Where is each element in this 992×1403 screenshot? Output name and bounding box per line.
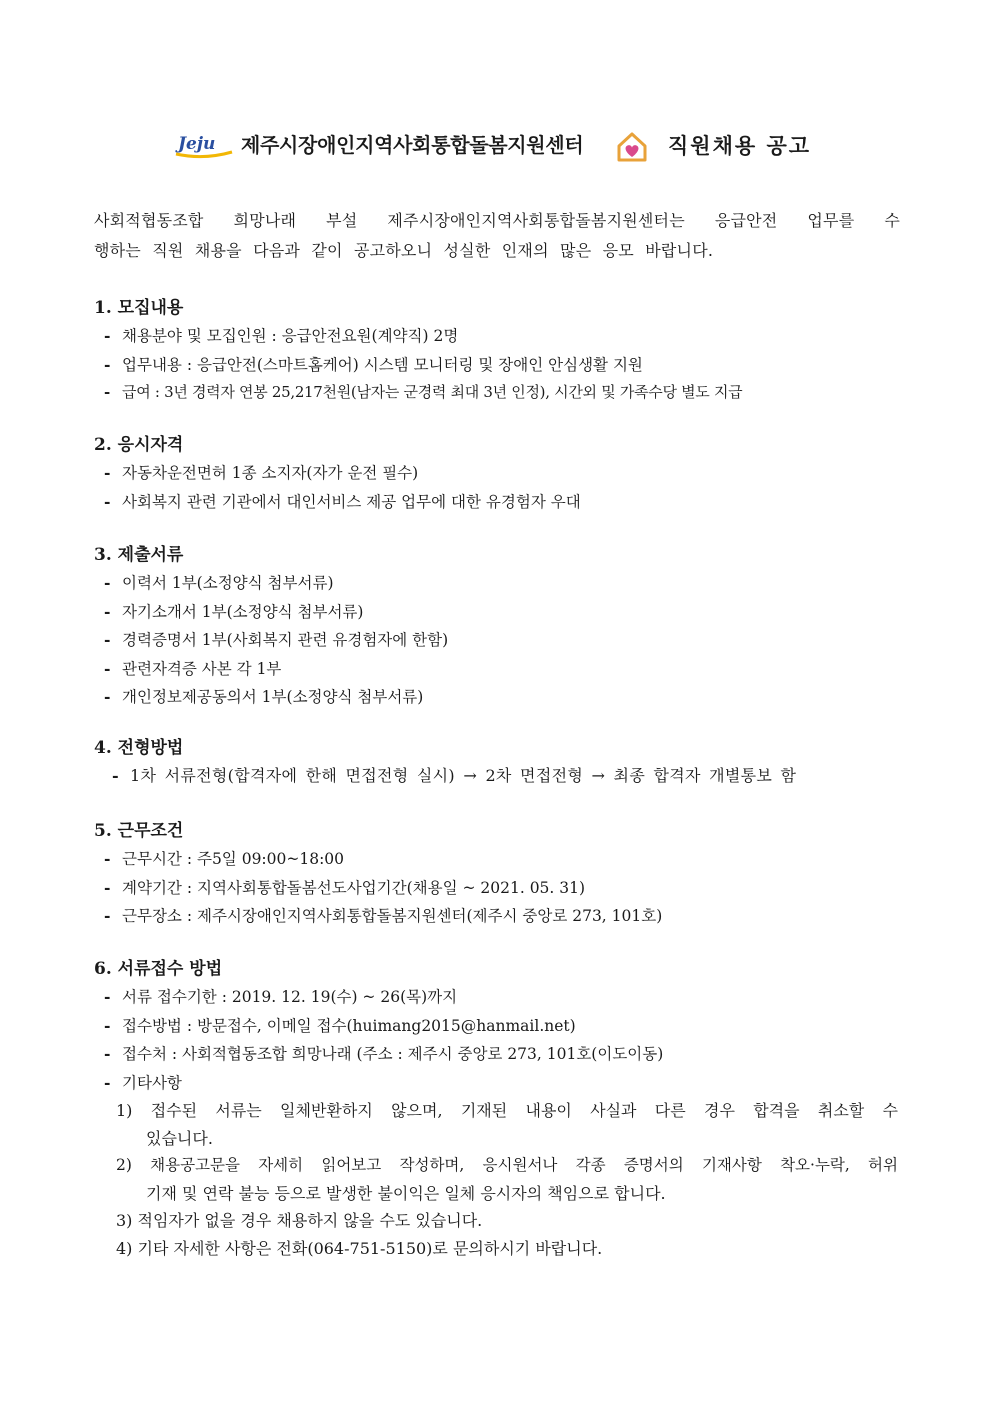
bullet-dash: - [104, 877, 111, 897]
list-item [94, 626, 914, 655]
note-line: 기재 및 연락 불능 등으로 발생한 불이익은 일체 응시자의 책임으로 합니다. [146, 1183, 666, 1203]
bullet-dash: - [104, 326, 111, 345]
section-title: 1. 모집내용 [94, 298, 184, 318]
item-text: 자동차운전면허 1종 소지자(자가 운전 필수) [122, 464, 419, 482]
item-text: 서류 접수기한 : 2019. 12. 19(수) ~ 26(목)까지 [122, 988, 458, 1006]
section-documents [94, 541, 914, 712]
intro-line: 사회적협동조합 희망나래 부설 제주시장애인지역사회통합돌봄지원센터는 응급안전 업무를 수 [94, 211, 900, 230]
svg-text:Jeju: Jeju [178, 134, 216, 154]
note-line: 1) 접수된 서류는 일체반환하지 않으며, 기재된 내용이 사실과 다른 경우 합격을 취소할 수 [116, 1101, 898, 1120]
item-text: 경력증명서 1부(사회복지 관련 유경험자에 한함) [122, 631, 449, 649]
list-item [94, 762, 914, 790]
list-item [94, 598, 914, 627]
list-item [94, 874, 914, 903]
bullet-dash: - [104, 849, 111, 868]
section-qualification [94, 431, 914, 516]
list-item [94, 845, 914, 874]
list-item [94, 683, 914, 712]
item-text: 급여 : 3년 경력자 연봉 25,217천원(남자는 군경력 최대 3년 인정), 시간외 및 가족수당 별도 지급 [122, 383, 743, 401]
item-text: 근무장소 : 제주시장애인지역사회통합돌봄지원센터(제주시 중앙로 273, 101호) [122, 907, 663, 925]
center-name: 제주시장애인지역사회통합돌봄지원센터 [241, 133, 584, 157]
section-conditions [94, 817, 914, 931]
bullet-dash: - [104, 491, 111, 511]
item-text: 이력서 1부(소정양식 첨부서류) [122, 574, 334, 592]
bullet-dash: - [104, 1072, 111, 1092]
list-item [94, 1069, 914, 1098]
intro-line: 행하는 직원 채용을 다음과 같이 공고하오니 성실한 인재의 많은 응모 바랍니다. [94, 241, 714, 260]
notice-title: 직원채용 공고 [668, 133, 812, 158]
item-text: 업무내용 : 응급안전(스마트홈케어) 시스템 모니터링 및 장애인 안심생활 지원 [122, 355, 643, 374]
section-title: 5. 근무조건 [94, 821, 184, 841]
section-recruitment [94, 294, 914, 407]
section-selection [94, 734, 914, 790]
bullet-dash: - [104, 601, 111, 621]
house-heart-icon [615, 130, 649, 164]
item-text: 접수방법 : 방문접수, 이메일 접수(huimang2015@hanmail.net) [122, 1016, 576, 1035]
list-item [94, 351, 914, 380]
list-item [94, 322, 914, 351]
bullet-dash: - [104, 906, 111, 925]
item-text: 근무시간 : 주5일 09:00~18:00 [122, 850, 345, 868]
list-item [94, 459, 914, 488]
bullet-dash: - [104, 987, 111, 1006]
item-text: 개인정보제공동의서 1부(소정양식 첨부서류) [122, 688, 424, 706]
list-item [94, 902, 914, 931]
bullet-dash: - [104, 1044, 111, 1063]
item-text: 계약기간 : 지역사회통합돌봄선도사업기간(채용일 ~ 2021. 05. 31) [122, 878, 586, 897]
bullet-dash: - [104, 354, 111, 374]
item-text: 기타사항 [122, 1073, 182, 1092]
note-line: 2) 채용공고문을 자세히 읽어보고 작성하며, 응시원서나 각종 증명서의 기재사항 착오·누락, 허위 [116, 1156, 898, 1174]
item-text: 자기소개서 1부(소정양식 첨부서류) [122, 602, 364, 621]
bullet-dash: - [104, 1015, 111, 1035]
section-title: 6. 서류접수 방법 [94, 959, 223, 979]
document-header [0, 130, 992, 166]
section-title: 2. 응시자격 [94, 435, 184, 455]
section-title: 4. 전형방법 [94, 738, 184, 758]
bullet-dash: - [104, 573, 111, 592]
list-item [94, 983, 914, 1012]
bullet-dash: - [112, 766, 119, 785]
item-text: 1차 서류전형(합격자에 한해 면접전형 실시) → 2차 면접전형 → 최종 합격자 개별통보 함 [130, 766, 797, 785]
intro-paragraph [94, 206, 900, 266]
section-title: 3. 제출서류 [94, 545, 184, 565]
list-item [94, 1012, 914, 1041]
list-item [94, 379, 914, 407]
item-text: 사회복지 관련 기관에서 대인서비스 제공 업무에 대한 유경험자 우대 [122, 492, 581, 511]
list-item [94, 488, 914, 517]
list-item [94, 1040, 914, 1069]
item-text: 관련자격증 사본 각 1부 [122, 659, 282, 678]
note-line: 3) 적임자가 없을 경우 채용하지 않을 수도 있습니다. [116, 1211, 483, 1230]
list-item [94, 569, 914, 598]
bullet-dash: - [104, 687, 111, 706]
list-item [94, 655, 914, 684]
bullet-dash: - [104, 630, 111, 649]
note-line: 4) 기타 자세한 사항은 전화(064-751-5150)로 문의하시기 바랍니다. [116, 1238, 603, 1258]
item-text: 채용분야 및 모집인원 : 응급안전요원(계약직) 2명 [122, 327, 459, 345]
bullet-dash: - [104, 658, 111, 678]
item-text: 접수처 : 사회적협동조합 희망나래 (주소 : 제주시 중앙로 273, 101호(이도이동) [122, 1045, 664, 1063]
note-line: 있습니다. [146, 1128, 213, 1148]
section-application [94, 955, 914, 1262]
jeju-logo [174, 130, 234, 162]
bullet-dash: - [104, 383, 110, 401]
bullet-dash: - [104, 463, 111, 482]
